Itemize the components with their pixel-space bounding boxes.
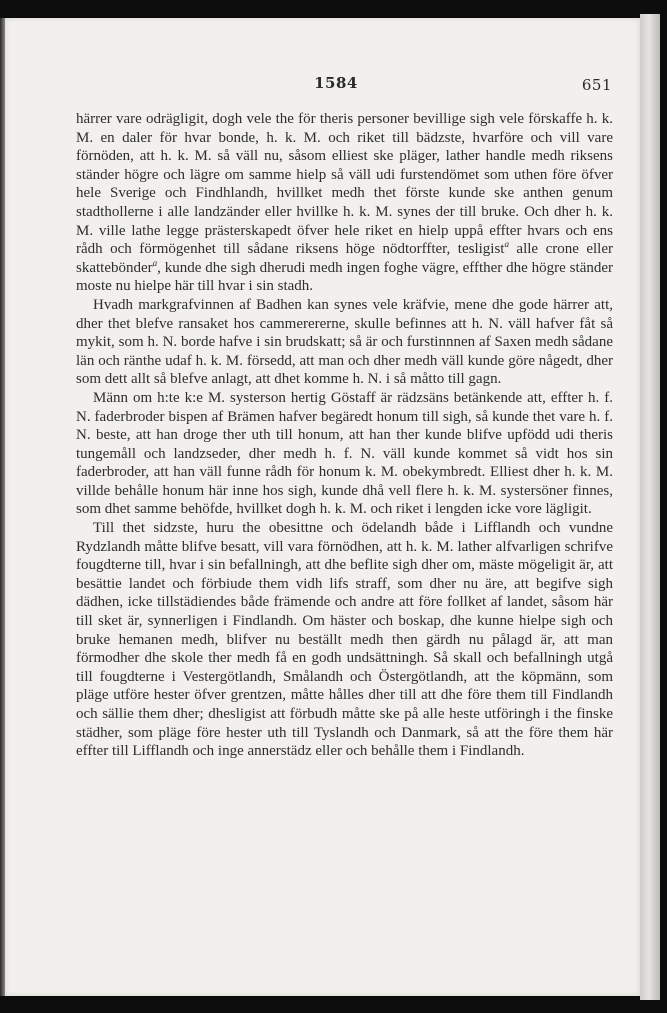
paragraph [76,110,613,296]
text-run: alle crone eller skattebönder [76,241,613,276]
paragraph [76,296,613,389]
page-right-edge [640,14,660,1000]
footnote-marker: a [504,239,509,250]
text-run: Hvadh markgrafvinnen af Badhen kan synes vele kräfvie, mene dhe gode härrer att, dher thet blefve ransaket hos cammerererne, skulle befinnes att h. N. väll hafver fåt så mykit, som h. N. borde hafve i sin brudskatt; så är och furstinnnen af Saxen medh sådane län och ränthe udaf h. k. M. försedd, att man och dher medh väll kunde göre någedt, dher som dett allt så blefve anlagt, att dhet komme h. N. i så måtto till gagn. [76,296,613,388]
text-run: Till thet sidzste, huru the obesittne och ödelandh både i Lifflandh och vundne Rydzlandh måtte blifve besatt, vill vara förnödhen, att h. k. M. lather alfvarligen schrifve fougdterne till, hvar i sin befallningh, att dhe beflite sigh dher om, mäste mögeligit är, att besättie landet och förbiude them vidh lifs straff, som dher nu äre, att begifve sigh dädhen, icke tillstädiendes både främende och andre att före follket af landet, såsom här till sket är, synnerligen i Findlandh. Om häster och boskap, dhe kunne hielpe sigh och bruke hemanen medh, blifver nu beställt medh then gärdh nu pålagd är, att man förmodher dhe skole ther medh få en godh undsättningh. Så skall och befallningh utgå till fougdterne i Vestergötlandh, Smålandh och Östergötlandh, att the köpmänn, som pläge utföre hester öfver grentzen, måtte hålles dher till att dhe före them till Findlandh och sällie them dher; dhesligist att förbudh måtte ske på alle heste utföringh i the finske städher, som pläge före hester uth till Tyslandh och Danmark, så att the före them här effter till Lifflandh och inge annerstädz eller och behålle them i Findlandh. [76,520,613,760]
running-header [60,68,612,94]
header-year: 1584 [314,74,358,92]
text-run: härrer vare odrägligit, dogh vele the för theris personer bevillige sigh vele förskaffe h. k. M. en daler för hvar bonde, h. k. M. och riket till bädzste, hvarföre och vill vare förnöden, att h. k. M. så väll nu, såsom elliest ske pläger, lather handle medh riksens ständer högre och lägre om samme hielp så väll udi furstendömet som uthen före öfver hele Sverige och Findhlandh, hvillket medh thet förste kunde ske anthen genum stadthollerne i alle landzänder eller hvillke h. k. M. synes der till bruke. Och dher h. k. M. ville lathe legge prästerskapedt öfver hele riket en hielp uppå effter hvars och ens rådh och förmögenhet till sådane riksens höge nödtorffter, tesligist [76,111,613,258]
paragraph [76,519,613,761]
footnote-marker: a [152,257,158,268]
text-run: Männ om h:te k:e M. systerson hertig Göstaff är rädzsäns betänkende att, effter h. f. N. faderbroder bispen af Brämen hafver begäredt honum till sigh, så kunde thet vare h. f. N. beste, att han droge ther uth till honum, att han ther kunde blifve upfödd udi theris tungemåll och landzseder, dher medh h. f. N. väll kunde kommet så vidt hos sin faderbroder, att han väll funne rådh för honum k. M. obekymbredt. Elliest dher h. k. M. villde behålle honum här inne hos sigh, kunde dhå vell flere h. k. M. systersöner finnes, som dhet samme behöfde, hvillket dogh h. k. M. och riket i lengden icke vore lägligit. [76,389,613,518]
body-text [76,110,613,761]
page-number: 651 [581,76,612,94]
paragraph [76,389,613,519]
text-run: , kunde dhe sigh dherudi medh ingen foghe vägre, effther dhe högre ständer moste nu hielpe här till hvar i sin stadh. [76,259,613,295]
